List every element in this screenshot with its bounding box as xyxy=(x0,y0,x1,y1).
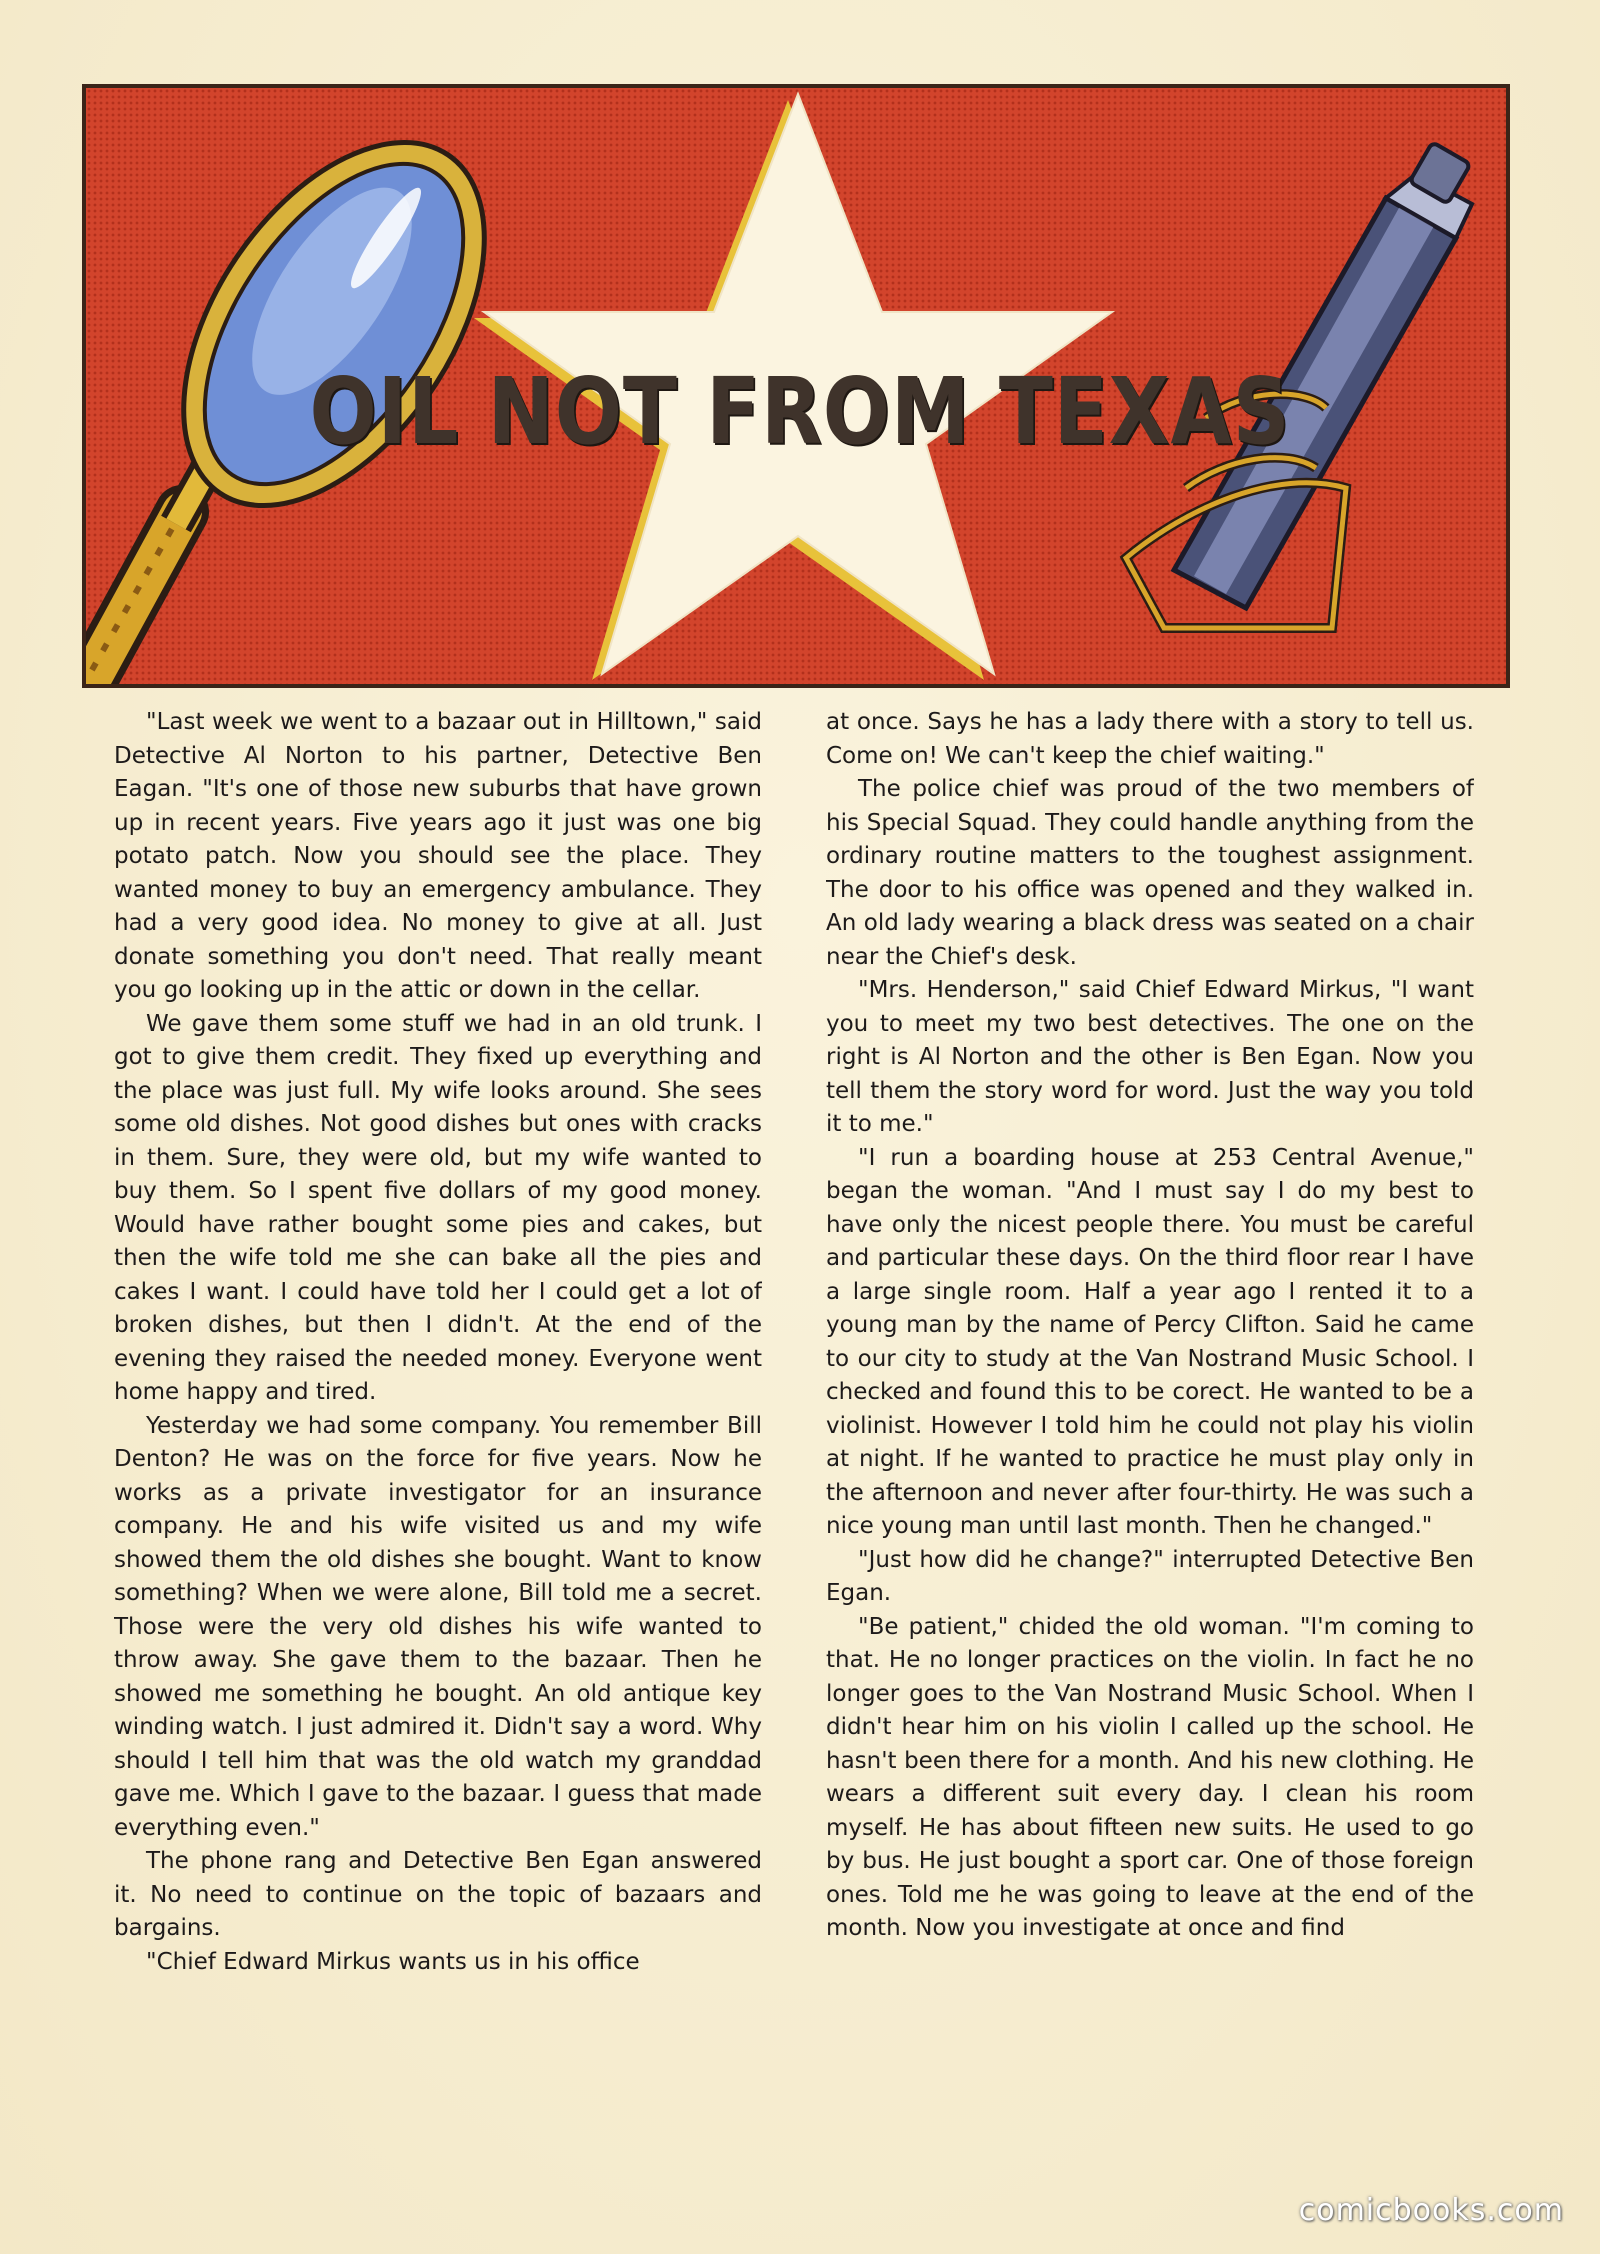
paragraph-continued: at once. Says he has a lady there with a story to tell us. Come on! We can't keep the chief waiting." xyxy=(826,709,1474,769)
paragraph: The phone rang and Detective Ben Egan answered it. No need to continue on the topic of bazaars and bargains. xyxy=(114,1848,762,1941)
paragraph: We gave them some stuff we had in an old trunk. I got to give them credit. They fixed up everything and the place was just full. My wife looks around. She sees some old dishes. Not good dishes but ones with cracks in them. Sure, they were old, but my wife wanted to buy them. So I spent five dollars of my good money. Would have rather bought some pies and cakes, but then the wife told me she can bake all the pies and cakes I want. I could have told her I could get a lot of broken dishes, but then I didn't. At the end of the evening they raised the needed money. Everyone went home happy and tired. xyxy=(114,1010,762,1405)
paragraph: "Mrs. Henderson," said Chief Edward Mirkus, "I want you to meet my two best detectives. The one on the right is Al Norton and the other is Ben Egan. Now you tell them the story word for word. Just the way you told it to me." xyxy=(826,977,1474,1137)
paragraph: "Chief Edward Mirkus wants us in his office xyxy=(146,1948,640,1975)
text-column-right xyxy=(826,706,1474,2216)
story-title: OIL NOT FROM TEXAS xyxy=(309,358,1291,465)
paragraph: "I run a boarding house at 253 Central Avenue," began the woman. "And I must say I do my best to have only the nicest people there. You must be careful and particular these days. On the third floor rear I have a large single room. Half a year ago I rented it to a young man by the name of Percy Clifton. Said he came to our city to study at the Van Nostrand Music School. I checked and found this to be corect. He wanted to be a violinist. However I told him he could not play his violin at night. If he wanted to practice he must play only in the afternoon and never after four-thirty. He was such a nice young man until last month. Then he changed." xyxy=(826,1144,1474,1539)
watermark: comicbooks.com xyxy=(1298,2193,1564,2228)
paragraph: The police chief was proud of the two members of his Special Squad. They could handle anything from the ordinary routine matters to the toughest assignment. The door to his office was opened and they walked in. An old lady wearing a black dress was seated on a chair near the Chief's desk. xyxy=(826,776,1474,970)
paragraph: "Be patient," chided the old woman. "I'm coming to that. He no longer practices on the violin. In fact he no longer goes to the Van Nostrand Music School. When I didn't hear him on his violin I called up the school. He hasn't been there for a month. And his new clothing. He wears a different suit every day. I clean his room myself. He has about fifteen new suits. He used to go by bus. He just bought a sport car. One of those foreign ones. Told me he was going to leave at the end of the month. Now you investigate at once and find xyxy=(826,1613,1474,1941)
paragraph: "Just how did he change?" interrupted Detective Ben Egan. xyxy=(826,1546,1474,1606)
text-column-left xyxy=(114,706,762,2216)
paragraph: "Last week we went to a bazaar out in Hilltown," said Detective Al Norton to his partner, Detective Ben Eagan. "It's one of those new suburbs that have grown up in recent years. Five years ago it just was one big potato patch. Now you should see the place. They wanted money to buy an emergency ambulance. They had a very good idea. No money to give at all. Just donate something you don't need. That really meant you go looking up in the attic or down in the cellar. xyxy=(114,709,762,1003)
title-banner xyxy=(82,84,1510,688)
paragraph: Yesterday we had some company. You remember Bill Denton? He was on the force for five years. Now he works as a private investigator for an insurance company. He and his wife visited us and my wife showed them the old dishes she bought. Want to know something? When we were alone, Bill told me a secret. Those were the very old dishes his wife wanted to throw away. She gave them to the bazaar. Then he showed me something he bought. An old antique key winding watch. I just admired it. Didn't say a word. Why should I tell him that was the old watch my granddad gave me. Which I gave to the bazaar. I guess that made everything even." xyxy=(114,1412,762,1841)
